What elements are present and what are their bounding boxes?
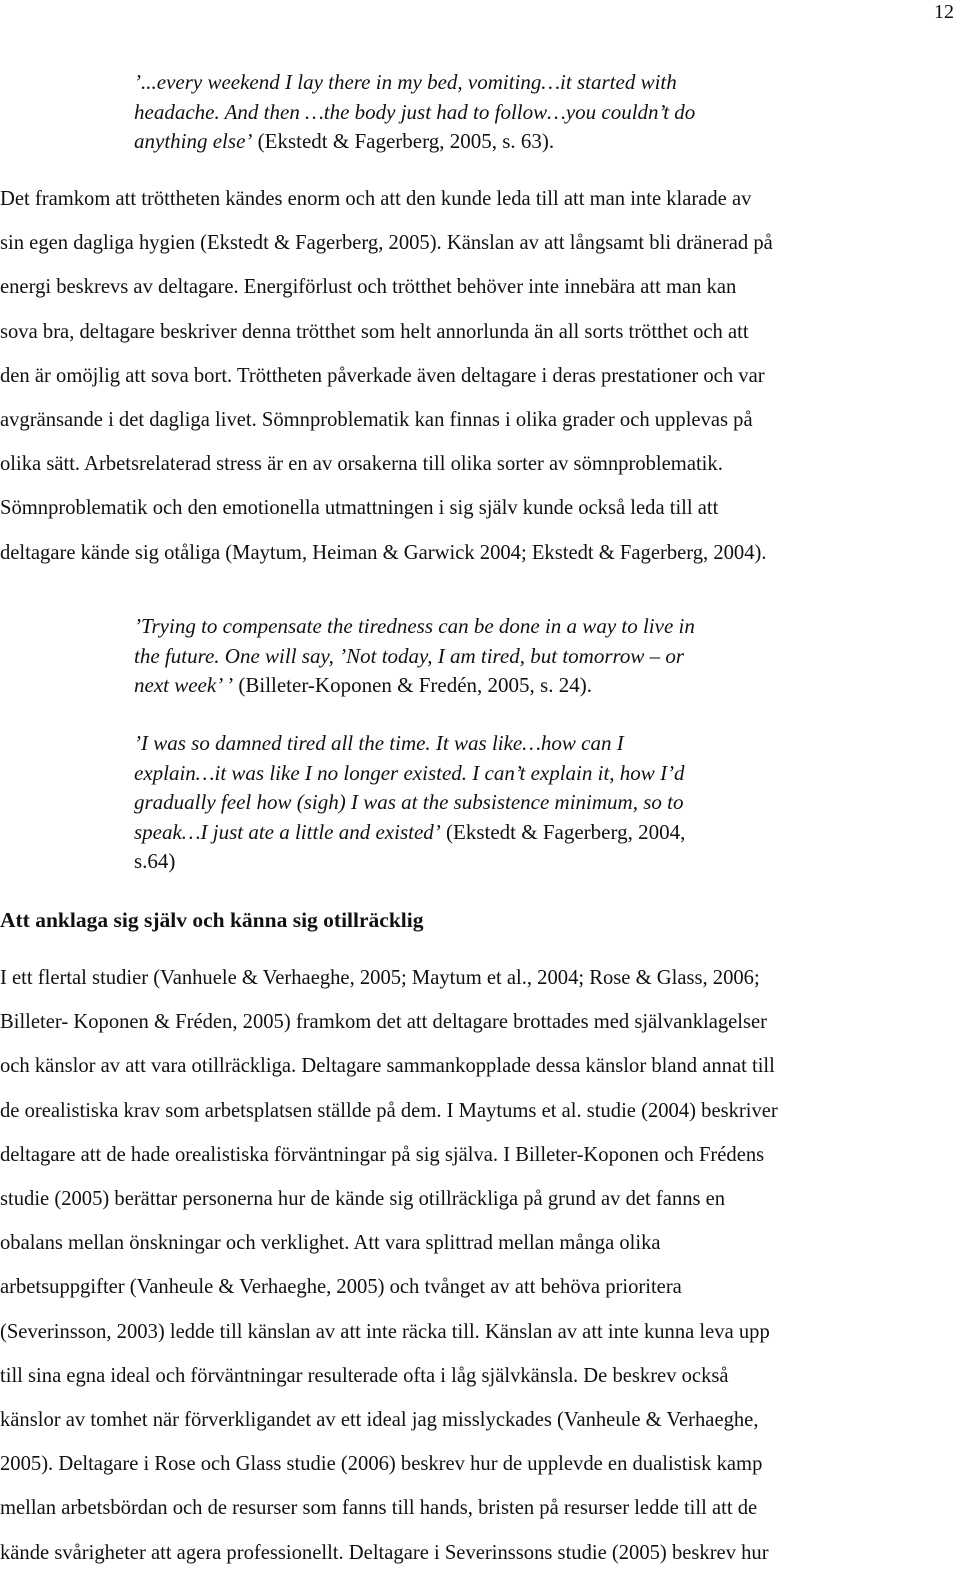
paragraph-line: känslor av tomhet när förverkligandet av ett ideal jag misslyckades (Vanheule & Verhaeghe,: [0, 1409, 759, 1432]
quote-line: [0, 98, 960, 128]
quote-line: [0, 847, 960, 877]
quote-line: [0, 788, 960, 818]
paragraph-line: och känslor av att vara otillräckliga. Deltagare sammankopplade dessa känslor bland annat till: [0, 1055, 775, 1078]
quote-italic-text: next week’ ’: [134, 673, 234, 697]
quote-italic-text: speak…I just ate a little and existed’: [134, 819, 441, 844]
paragraph-line: studie (2005) berättar personerna hur de kände sig otillräckliga på grund av det fanns en: [0, 1188, 726, 1211]
paragraph-line: avgränsande i det dagliga livet. Sömnproblematik kan finnas i olika grader och upplevas på: [0, 409, 753, 432]
paragraph-line: kände svårigheter att agera professionellt. Deltagare i Severinssons studie (2005) beskrev hur: [0, 1541, 769, 1564]
body-paragraph-2: [0, 956, 960, 1575]
paragraph-line: den är omöjlig att sova bort. Tröttheten påverkade även deltagare i deras prestationer och var: [0, 364, 765, 387]
quote-italic-text: ’I was so damned tired all the time. It was like…how can I: [134, 731, 624, 755]
quote-line: [0, 729, 960, 759]
section-heading: Att anklaga sig själv och känna sig otillräcklig: [0, 908, 424, 932]
quote-line: [0, 642, 960, 672]
quote-italic-text: anything else’: [134, 129, 253, 153]
paragraph-line: Det framkom att tröttheten kändes enorm och att den kunde leda till att man inte klarade av: [0, 188, 752, 210]
paragraph-line: obalans mellan önskningar och verklighet. Att vara splittrad mellan många olika: [0, 1232, 661, 1255]
quote-line: [0, 818, 960, 848]
quote-italic-text: gradually feel how (sigh) I was at the subsistence minimum, so to: [134, 790, 684, 814]
paragraph-line: olika sätt. Arbetsrelaterad stress är en av orsakerna till olika sorter av sömnproblematik.: [0, 453, 723, 476]
block-quote-3: [0, 729, 960, 877]
quote-italic-text: the future. One will say, ’Not today, I am tired, but tomorrow – or: [134, 643, 685, 668]
page-number: 12: [934, 1, 954, 23]
paragraph-line: energi beskrevs av deltagare. Energiförlust och trötthet behöver inte innebära att man kan: [0, 276, 737, 299]
block-quote-2: [0, 612, 960, 701]
quote-line: [0, 671, 960, 701]
quote-citation: (Ekstedt & Fagerberg, 2004,: [440, 819, 686, 844]
paragraph-line: arbetsuppgifter (Vanheule & Verhaeghe, 2005) och tvånget av att behöva prioritera: [0, 1276, 682, 1299]
quote-italic-text: ’Trying to compensate the tiredness can be done in a way to live in: [134, 614, 695, 638]
quote-line: [0, 68, 960, 98]
quote-italic-text: explain…it was like I no longer existed. I can’t explain it, how I’d: [134, 760, 685, 785]
quote-line: [0, 759, 960, 789]
paragraph-line: till sina egna ideal och förväntningar resulterade ofta i låg självkänsla. De beskrev också: [0, 1364, 729, 1387]
paragraph-line: Sömnproblematik och den emotionella utmattningen i sig själv kunde också leda till att: [0, 497, 719, 520]
paragraph-line: 2005). Deltagare i Rose och Glass studie (2006) beskrev hur de upplevde en dualistisk kamp: [0, 1453, 763, 1476]
paragraph-line: deltagare kände sig otåliga (Maytum, Heiman & Garwick 2004; Ekstedt & Fagerberg, 2004).: [0, 541, 767, 564]
paragraph-line: sin egen dagliga hygien (Ekstedt & Fagerberg, 2005). Känslan av att långsamt bli dränerad på: [0, 232, 773, 255]
paragraph-line: mellan arbetsbördan och de resurser som fanns till hands, bristen på resurser ledde till att de: [0, 1497, 758, 1520]
paragraph-line: de orealistiska krav som arbetsplatsen ställde på dem. I Maytums et al. studie (2004) beskriver: [0, 1099, 778, 1122]
quote-line: [0, 127, 960, 157]
quote-line: [0, 612, 960, 642]
paragraph-line: I ett flertal studier (Vanhuele & Verhaeghe, 2005; Maytum et al., 2004; Rose & Glass, 2006;: [0, 967, 760, 989]
body-paragraph-1: [0, 177, 960, 575]
paragraph-line: deltagare att de hade orealistiska förväntningar på sig själva. I Billeter-Koponen och Frédens: [0, 1143, 765, 1166]
quote-citation: s.64): [134, 849, 176, 873]
quote-citation: (Ekstedt & Fagerberg, 2005, s. 63).: [252, 129, 555, 153]
block-quote-1: [0, 68, 960, 157]
paragraph-line: (Severinsson, 2003) ledde till känslan av att inte räcka till. Känslan av att inte kunna leva upp: [0, 1320, 770, 1343]
quote-italic-text: headache. And then …the body just had to follow…you couldn’t do: [134, 99, 696, 124]
paragraph-line: Billeter- Koponen & Fréden, 2005) framkom det att deltagare brottades med självanklagelser: [0, 1011, 768, 1034]
quote-citation: (Billeter-Koponen & Fredén, 2005, s. 24).: [233, 673, 592, 697]
paragraph-line: sova bra, deltagare beskriver denna trötthet som helt annorlunda än all sorts trötthet och att: [0, 320, 749, 343]
quote-italic-text: ’...every weekend I lay there in my bed, vomiting…it started with: [134, 70, 677, 94]
